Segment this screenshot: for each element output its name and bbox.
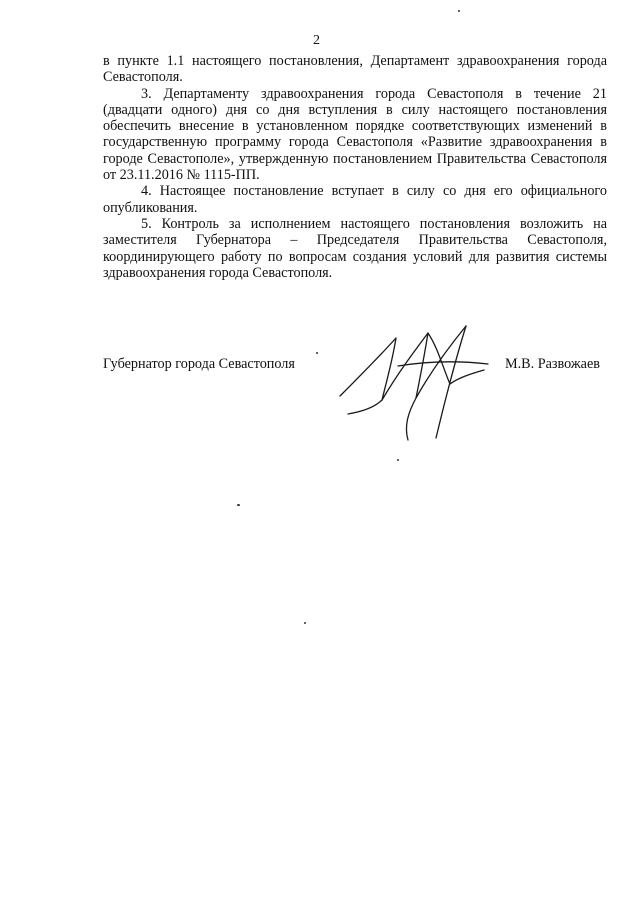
signatory-title: Губернатор города Севастополя — [103, 356, 295, 372]
scan-speck — [397, 459, 399, 461]
handwritten-signature — [338, 318, 498, 448]
page-number: 2 — [313, 33, 320, 48]
paragraph-3: 3. Департаменту здравоохранения города Севастополя в течение 21 (двадцати одного) дня со дня вступления в силу настоящего постановления обеспечить внесение в установленном порядке соответствующих изменений в государственную программу города Севастополя «Развитие здравоохранения в городе Севастополе», утвержденную постановлением Правительства Севастополя от 23.11.2016 № 1115-ПП. — [103, 85, 607, 184]
scan-speck — [458, 10, 460, 12]
paragraph-continuation: в пункте 1.1 настоящего постановления, Департамент здравоохранения города Севастополя. — [103, 53, 607, 86]
paragraph-5: 5. Контроль за исполнением настоящего постановления возложить на заместителя Губернатора – Председателя Правительства Севастополя, координирующего работу по вопросам создания условий для развития системы здравоохранения города Севастополя. — [103, 215, 607, 281]
document-body — [103, 53, 607, 281]
paragraph-4: 4. Настоящее постановление вступает в силу со дня его официального опубликования. — [103, 183, 607, 216]
scan-speck — [304, 622, 306, 624]
scan-speck — [316, 352, 318, 354]
scan-speck — [237, 504, 240, 506]
signatory-name: М.В. Развожаев — [505, 356, 600, 372]
